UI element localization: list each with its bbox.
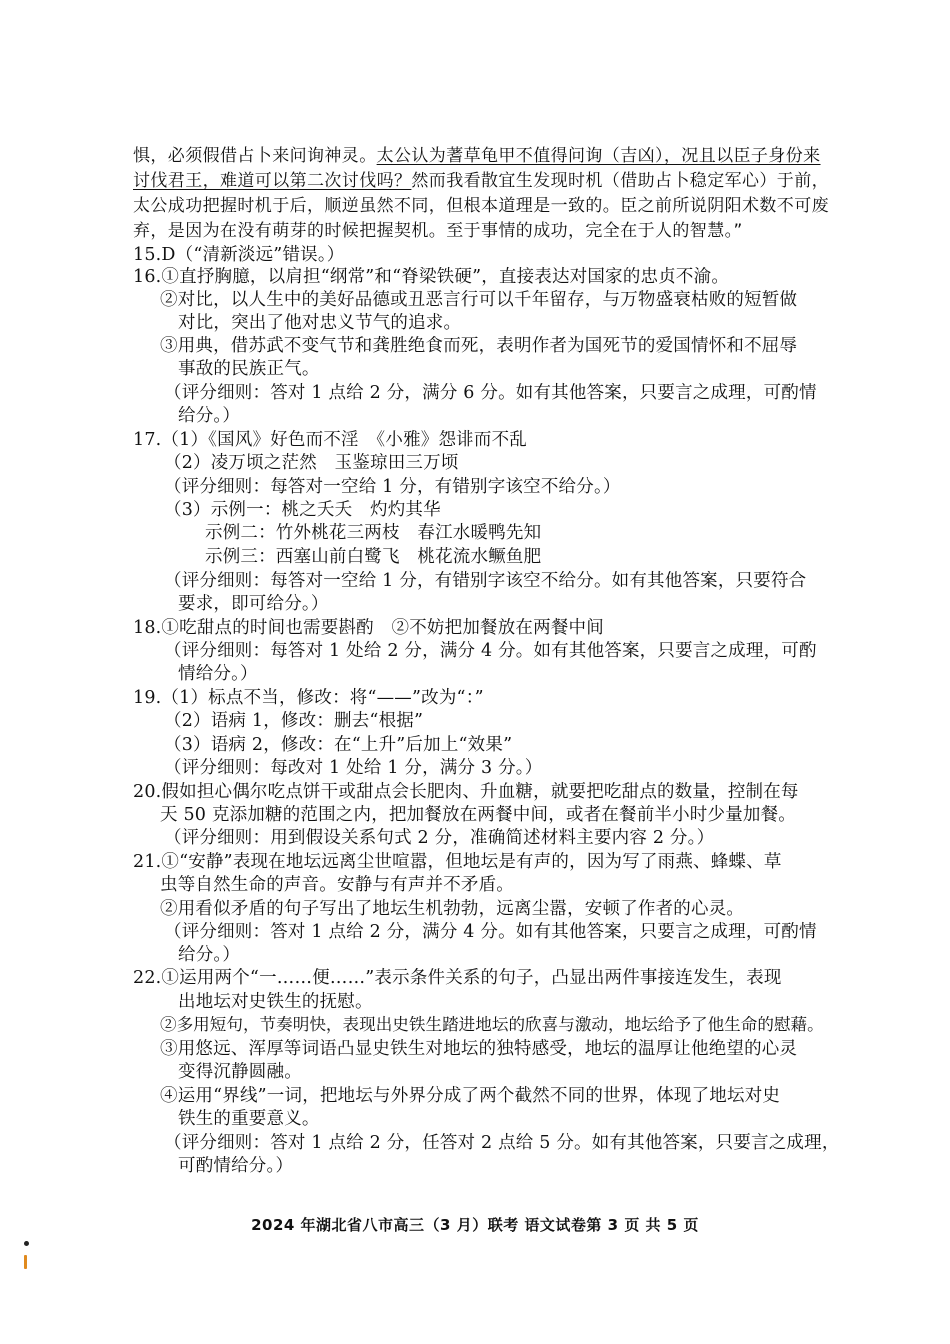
answer-16-line: ③用典，借苏武不变气节和龚胜绝食而死，表明作者为国死节的爱国情怀和不屈辱 <box>160 336 798 356</box>
answer-19-line: 19.（1）标点不当，修改：将“——”改为“：” <box>133 688 484 708</box>
answer-16-line: 对比，突出了他对忠义节气的追求。 <box>178 313 462 333</box>
scoring-note: （评分细则：每改对 1 处给 1 分，满分 3 分。） <box>164 758 543 778</box>
scoring-note: （评分细则：用到假设关系句式 2 分，准确简述材料主要内容 2 分。） <box>164 828 715 848</box>
page-footer: 2024 年湖北省八市高三（3 月）联考 语文试卷第 3 页 共 5 页 <box>251 1216 699 1234</box>
answer-22-line: 变得沉静圆融。 <box>178 1062 302 1082</box>
scoring-note: 要求，即可给分。） <box>178 594 329 614</box>
passage-line-3: 太公成功把握时机于后，顺逆虽然不同，但根本道理是一致的。臣之前所说阴阳术数不可废 <box>133 196 829 216</box>
scan-mark-dot <box>24 1241 29 1246</box>
passage-text: 然而我看散宜生发现时机（借助占卜稳定军心）于前， <box>411 171 830 191</box>
answer-21-line: ②用看似矛盾的句子写出了地坛生机勃勃，远离尘嚣，安顿了作者的心灵。 <box>160 899 745 919</box>
answer-16-line: 事敌的民族正气。 <box>178 359 320 379</box>
answer-15: 15.D（“清新淡远”错误。） <box>133 245 345 265</box>
answer-20-line: 20.假如担心偶尔吃点饼干或甜点会长肥肉、升血糖，就要把吃甜点的数量，控制在每 <box>133 782 799 802</box>
answer-17-line: 示例二：竹外桃花三两枝 春江水暖鸭先知 <box>205 523 542 543</box>
answer-17-line: （3）示例一：桃之夭夭 灼灼其华 <box>164 500 441 520</box>
answer-17-line: 示例三：西塞山前白鹭飞 桃花流水鳜鱼肥 <box>205 547 542 567</box>
answer-16-line: 16.①直抒胸臆，以肩担“纲常”和“脊梁铁硬”，直接表达对国家的忠贞不渝。 <box>133 267 730 287</box>
scoring-note: （评分细则：答对 1 点给 2 分，满分 6 分。如有其他答案，只要言之成理，可酌情 <box>164 383 817 403</box>
passage-underlined-text: 讨伐君王，难道可以第二次讨伐吗？ <box>133 171 412 191</box>
scan-mark-bar <box>24 1255 27 1269</box>
scoring-note: （评分细则：每答对一空给 1 分，有错别字该空不给分。） <box>164 477 621 497</box>
answer-22-line: 出地坛对史铁生的抚慰。 <box>178 992 373 1012</box>
scoring-note: （评分细则：答对 1 点给 2 分，任答对 2 点给 5 分。如有其他答案，只要言之成理， <box>164 1133 840 1153</box>
answer-22-line: 铁生的重要意义。 <box>178 1109 320 1129</box>
answer-22-line: ②多用短句，节奏明快，表现出史铁生踏进地坛的欣喜与激动，地坛给予了他生命的慰藉。 <box>160 1015 824 1034</box>
scoring-note: （评分细则：答对 1 点给 2 分，满分 4 分。如有其他答案，只要言之成理，可酌情 <box>164 922 817 942</box>
answer-21-line: 21.①“安静”表现在地坛远离尘世喧嚣，但地坛是有声的，因为写了雨燕、蜂蝶、草 <box>133 852 782 872</box>
scoring-note: 给分。） <box>178 406 241 426</box>
scoring-note: 情给分。） <box>178 664 258 684</box>
passage-line-4: 弃，是因为在没有萌芽的时候把握契机。至于事情的成功，完全在于人的智慧。” <box>133 221 743 241</box>
answer-22-line: 22.①运用两个“一……便……”表示条件关系的句子，凸显出两件事接连发生，表现 <box>133 968 782 988</box>
scoring-note: （评分细则：每答对 1 处给 2 分，满分 4 分。如有其他答案，只要言之成理，可酌 <box>164 641 817 661</box>
answer-19-line: （3）语病 2，修改：在“上升”后加上“效果” <box>164 735 513 755</box>
answer-18-line: 18.①吃甜点的时间也需要斟酌 ②不妨把加餐放在两餐中间 <box>133 618 604 638</box>
passage-text: 惧，必须假借占卜来问询神灵。 <box>133 146 377 166</box>
scoring-note: （评分细则：每答对一空给 1 分，有错别字该空不给分。如有其他答案，只要符合 <box>164 571 807 591</box>
answer-21-line: 虫等自然生命的声音。安静与有声并不矛盾。 <box>160 875 514 895</box>
passage-line-2 <box>133 170 829 192</box>
passage-underlined-text: 太公认为蓍草龟甲不值得问询（吉凶），况且以臣子身份来 <box>376 146 821 166</box>
answer-20-line: 天 50 克添加糖的范围之内，把加餐放在两餐中间，或者在餐前半小时少量加餐。 <box>160 805 796 825</box>
answer-17-line: （2）凌万顷之茫然 玉鉴琼田三万顷 <box>164 453 459 473</box>
answer-22-line: ③用悠远、浑厚等词语凸显史铁生对地坛的独特感受，地坛的温厚让他绝望的心灵 <box>160 1039 798 1059</box>
answer-17-line: 17.（1）《国风》好色而不淫 《小雅》怨诽而不乱 <box>133 430 527 450</box>
scoring-note: 给分。） <box>178 945 241 965</box>
answer-22-line: ④运用“界线”一词，把地坛与外界分成了两个截然不同的世界，体现了地坛对史 <box>160 1086 781 1106</box>
scoring-note: 可酌情给分。） <box>178 1156 294 1176</box>
answer-19-line: （2）语病 1，修改：删去“根据” <box>164 711 424 731</box>
answer-16-line: ②对比，以人生中的美好品德或丑恶言行可以千年留存，与万物盛衰枯败的短暂做 <box>160 290 798 310</box>
passage-line-1 <box>133 145 821 167</box>
